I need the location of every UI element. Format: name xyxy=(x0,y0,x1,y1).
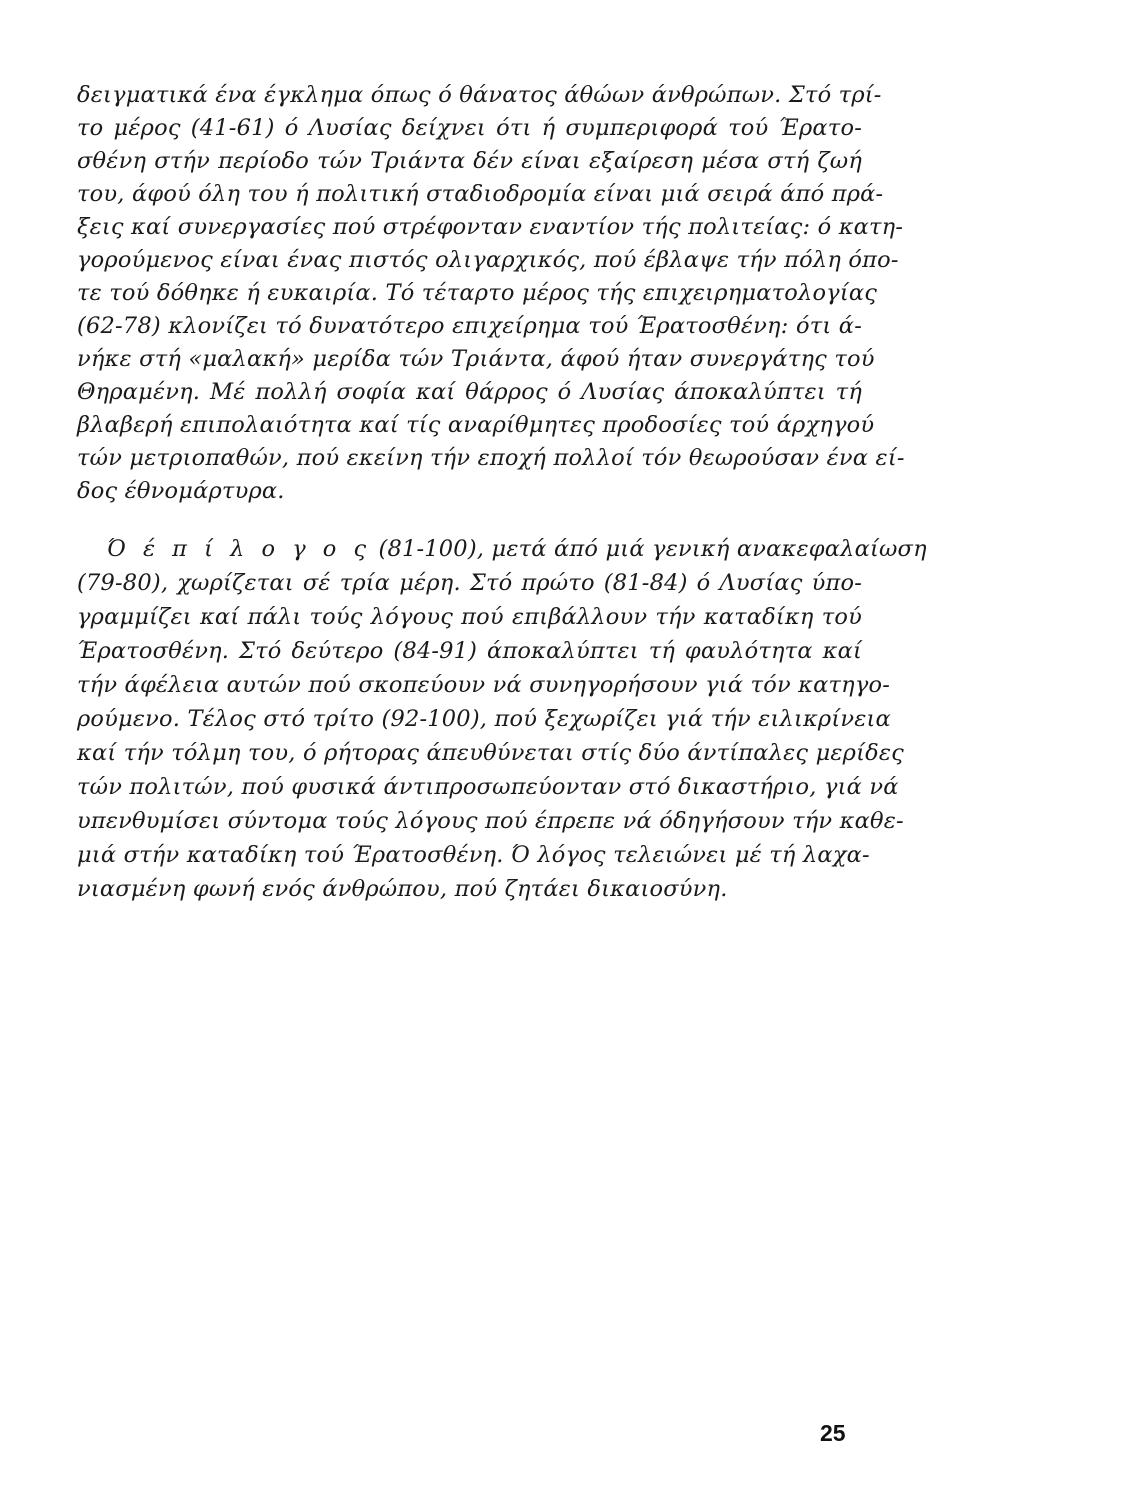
text-line: γορούμενος είναι ένας πιστός ολιγαρχικός, πού έβλαψε τήν πόλη όπο- xyxy=(77,247,899,273)
text-line: (62-78) κλονίζει τό δυνατότερο επιχείρημα τού Έρατοσθένη: ότι ά- xyxy=(77,313,862,339)
section-heading-epilogue: Ό έ π ί λ ο γ ο ς xyxy=(107,536,372,562)
text-line: μιά στήν καταδίκη τού Έρατοσθένη. Ό λόγος τελειώνει μέ τή λαχα- xyxy=(77,842,870,868)
text-line: τών πολιτών, πού φυσικά άντιπροσωπεύονταν στό δικαστήριο, γιά νά xyxy=(77,774,899,800)
text-line: σθένη στήν περίοδο τών Τριάντα δέν είναι εξαίρεση μέσα στή ζωή xyxy=(77,148,862,174)
text-line: καί τήν τόλμη του, ό ρήτορας άπευθύνεται στίς δύο άντίπαλες μερίδες xyxy=(77,740,904,766)
text-line: δειγματικά ένα έγκλημα όπως ό θάνατος άθώων άνθρώπων. Στό τρί- xyxy=(77,82,882,108)
text-line: νήκε στή «μαλακή» μερίδα τών Τριάντα, άφού ήταν συνεργάτης τού xyxy=(77,346,875,372)
text-line: υπενθυμίσει σύντομα τούς λόγους πού έπρεπε νά όδηγήσουν τήν καθε- xyxy=(77,808,904,834)
text-line: (79-80), χωρίζεται σέ τρία μέρη. Στό πρώτο (81-84) ό Λυσίας ύπο- xyxy=(77,570,862,596)
text-line: τών μετριοπαθών, πού εκείνη τήν εποχή πολλοί τόν θεωρούσαν ένα εί- xyxy=(77,445,905,471)
text-line: τήν άφέλεια αυτών πού σκοπεύουν νά συνηγορήσουν γιά τόν κατηγο- xyxy=(77,672,891,698)
text-line: γραμμίζει καί πάλι τούς λόγους πού επιβάλλουν τήν καταδίκη τού xyxy=(77,604,862,630)
text-line: βλαβερή επιπολαιότητα καί τίς αναρίθμητες προδοσίες τού άρχηγού xyxy=(77,412,875,438)
text-line: ξεις καί συνεργασίες πού στρέφονταν εναντίον τής πολιτείας: ό κατη- xyxy=(77,214,904,240)
text-line: το μέρος (41-61) ό Λυσίας δείχνει ότι ή συμπεριφορά τού Έρατο- xyxy=(77,115,862,141)
text-line: Θηραμένη. Μέ πολλή σοφία καί θάρρος ό Λυσίας άποκαλύπτει τή xyxy=(77,379,862,405)
text-line: νιασμένη φωνή ενός άνθρώπου, πού ζητάει δικαιοσύνη. xyxy=(77,876,728,902)
text-line-first xyxy=(107,533,927,565)
text-line: ρούμενο. Τέλος στό τρίτο (92-100), πού ξεχωρίζει γιά τήν ειλικρίνεια xyxy=(77,706,891,732)
text-line: του, άφού όλη του ή πολιτική σταδιοδρομία είναι μιά σειρά άπό πρά- xyxy=(77,181,884,207)
page-number: 25 xyxy=(820,1420,846,1446)
text-line: δος έθνομάρτυρα. xyxy=(77,478,285,504)
text-line: Έρατοσθένη. Στό δεύτερο (84-91) άποκαλύπτει τή φαυλότητα καί xyxy=(77,638,862,664)
text-fragment: (81-100), μετά άπό μιά γενική ανακεφαλαίωση xyxy=(371,536,927,562)
text-line: τε τού δόθηκε ή ευκαιρία. Τό τέταρτο μέρος τής επιχειρηματολογίας xyxy=(77,280,878,306)
